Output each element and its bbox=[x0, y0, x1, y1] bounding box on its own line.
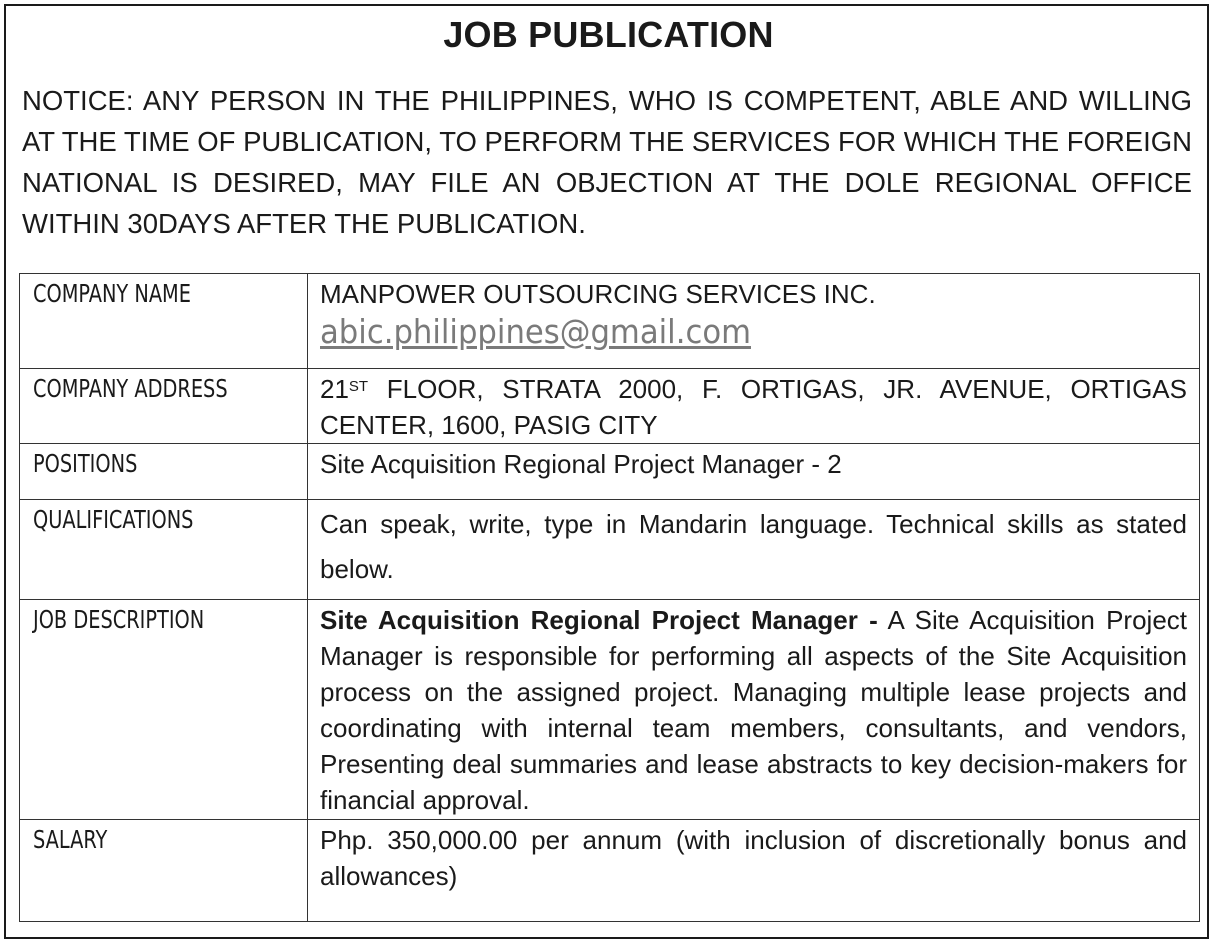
qualifications-value: Can speak, write, type in Mandarin language. Technical skills as stated below. bbox=[308, 500, 1200, 600]
qualifications-label: QUALIFICATIONS bbox=[20, 500, 308, 600]
row-salary bbox=[20, 820, 1200, 922]
row-company-address bbox=[20, 369, 1200, 444]
job-description-value bbox=[308, 600, 1200, 820]
positions-value: Site Acquisition Regional Project Manager - 2 bbox=[308, 444, 1200, 500]
row-company-name bbox=[20, 274, 1200, 369]
job-description-lead: Site Acquisition Regional Project Manager - bbox=[320, 605, 878, 635]
company-name-cell bbox=[308, 274, 1200, 369]
job-description-text: A Site Acquisition Project Manager is responsible for performing all aspects of the Site Acquisition process on the assigned project. Managing multiple lease projects and coordinating with internal team members, consultants, and vendors, Presenting deal summaries and lease abstracts to key decision-makers for financial approval. bbox=[320, 605, 1188, 815]
job-details-table bbox=[19, 273, 1200, 922]
salary-label: SALARY bbox=[20, 820, 308, 922]
row-qualifications bbox=[20, 500, 1200, 600]
ordinal-suffix: ST bbox=[348, 378, 369, 395]
notice-paragraph: NOTICE: ANY PERSON IN THE PHILIPPINES, WHO IS COMPETENT, ABLE AND WILLING AT THE TIME OF PUBLICATION, TO PERFORM THE SERVICES FOR WHICH THE FOREIGN NATIONAL IS DESIRED, MAY FILE AN OBJECTION AT THE DOLE REGIONAL OFFICE WITHIN 30DAYS AFTER THE PUBLICATION. bbox=[22, 85, 1192, 239]
company-address-label: COMPANY ADDRESS bbox=[20, 369, 308, 444]
row-job-description bbox=[20, 600, 1200, 820]
row-positions bbox=[20, 444, 1200, 500]
company-email-link[interactable]: abic.philippines@gmail.com bbox=[320, 312, 751, 351]
company-address-value: 21ST FLOOR, STRATA 2000, F. ORTIGAS, JR. AVENUE, ORTIGAS CENTER, 1600, PASIG CITY bbox=[308, 369, 1200, 444]
salary-value: Php. 350,000.00 per annum (with inclusion of discretionally bonus and allowances) bbox=[308, 820, 1200, 922]
company-name-value: MANPOWER OUTSOURCING SERVICES INC. bbox=[320, 279, 876, 309]
positions-label: POSITIONS bbox=[20, 444, 308, 500]
page-title: JOB PUBLICATION bbox=[443, 14, 774, 55]
job-description-label: JOB DESCRIPTION bbox=[20, 600, 308, 820]
company-name-label: COMPANY NAME bbox=[20, 274, 308, 369]
